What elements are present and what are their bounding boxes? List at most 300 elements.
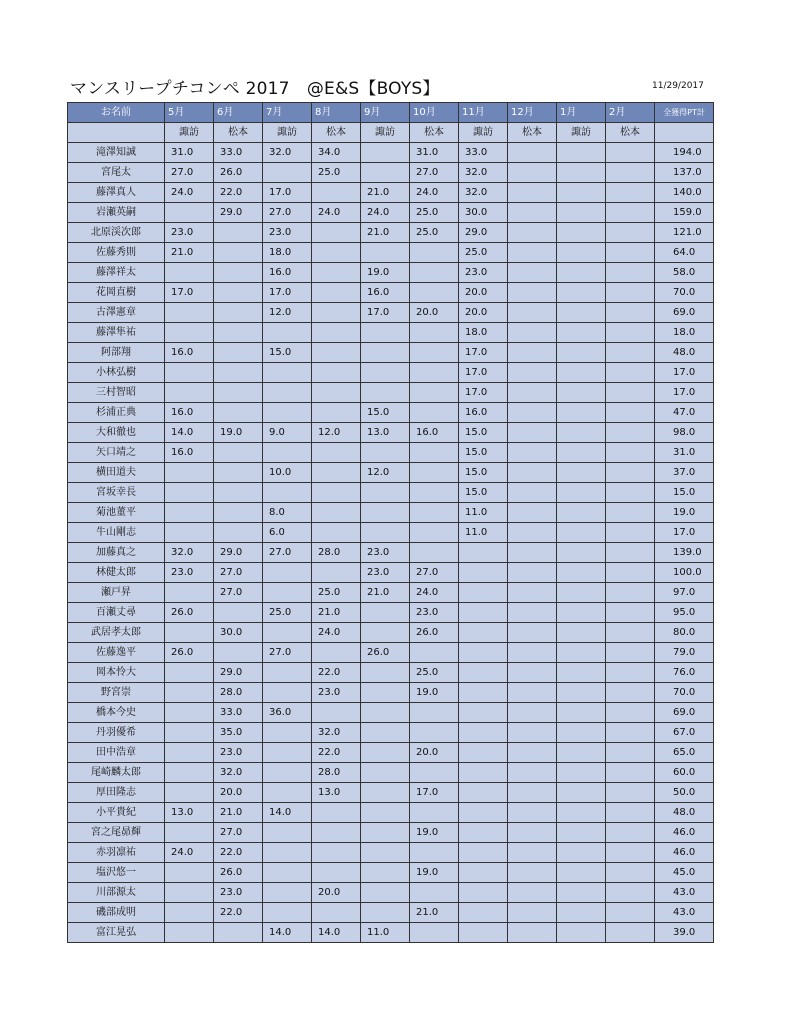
score-cell [508, 763, 557, 783]
score-cell [557, 223, 606, 243]
venue-blank [655, 123, 714, 143]
score-cell: 14.0 [165, 423, 214, 443]
score-cell [508, 183, 557, 203]
score-cell [410, 463, 459, 483]
score-cell [557, 403, 606, 423]
score-cell [557, 843, 606, 863]
score-cell [165, 903, 214, 923]
player-name: 尾崎麟太郎 [68, 763, 165, 783]
player-name: 北原渓次郎 [68, 223, 165, 243]
score-cell [165, 503, 214, 523]
score-cell: 21.0 [165, 243, 214, 263]
score-cell [557, 323, 606, 343]
score-cell [361, 703, 410, 723]
player-name: 杉浦正典 [68, 403, 165, 423]
score-cell: 22.0 [214, 903, 263, 923]
player-name: 藤澤祥太 [68, 263, 165, 283]
score-cell: 15.0 [263, 343, 312, 363]
total-cell: 43.0 [655, 903, 714, 923]
total-cell: 69.0 [655, 303, 714, 323]
score-cell: 28.0 [214, 683, 263, 703]
table-row [68, 923, 714, 943]
score-cell: 32.0 [459, 163, 508, 183]
player-name: 小林弘樹 [68, 363, 165, 383]
score-cell [165, 263, 214, 283]
table-row [68, 403, 714, 423]
score-cell [508, 463, 557, 483]
score-cell [508, 663, 557, 683]
score-cell [508, 783, 557, 803]
score-cell [214, 383, 263, 403]
page-title: マンスリープチコンペ 2017 @E&S【BOYS】 [70, 79, 440, 99]
score-cell [410, 503, 459, 523]
venue-cell: 諏訪 [557, 123, 606, 143]
score-cell [606, 283, 655, 303]
score-cell [459, 623, 508, 643]
score-cell [557, 643, 606, 663]
score-cell [361, 323, 410, 343]
score-cell [508, 923, 557, 943]
score-cell [312, 703, 361, 723]
player-name: 小平貴紀 [68, 803, 165, 823]
score-cell [508, 283, 557, 303]
score-cell [508, 423, 557, 443]
total-cell: 37.0 [655, 463, 714, 483]
score-cell: 23.0 [214, 743, 263, 763]
score-cell: 25.0 [312, 163, 361, 183]
score-cell: 13.0 [361, 423, 410, 443]
total-cell: 17.0 [655, 383, 714, 403]
score-cell [410, 883, 459, 903]
score-cell: 15.0 [361, 403, 410, 423]
score-cell [263, 903, 312, 923]
score-cell [263, 443, 312, 463]
score-cell: 8.0 [263, 503, 312, 523]
table-row [68, 723, 714, 743]
score-cell [312, 843, 361, 863]
score-cell [263, 843, 312, 863]
score-cell: 21.0 [312, 603, 361, 623]
score-cell [459, 823, 508, 843]
score-cell [361, 863, 410, 883]
score-cell [214, 443, 263, 463]
player-name: 岡本怜大 [68, 663, 165, 683]
score-cell: 20.0 [214, 783, 263, 803]
score-cell [361, 763, 410, 783]
score-cell: 26.0 [165, 603, 214, 623]
player-name: 阿部翔 [68, 343, 165, 363]
total-cell: 58.0 [655, 263, 714, 283]
score-cell [606, 563, 655, 583]
score-cell [557, 923, 606, 943]
score-cell [410, 703, 459, 723]
score-cell: 33.0 [214, 143, 263, 163]
score-cell [557, 483, 606, 503]
score-cell [263, 863, 312, 883]
total-cell: 65.0 [655, 743, 714, 763]
header-month: 6月 [214, 103, 263, 123]
score-cell [263, 883, 312, 903]
score-cell: 25.0 [312, 583, 361, 603]
score-cell: 35.0 [214, 723, 263, 743]
score-cell [410, 763, 459, 783]
header-name: お名前 [68, 103, 165, 123]
score-cell [263, 783, 312, 803]
table-row [68, 863, 714, 883]
score-cell: 27.0 [214, 583, 263, 603]
score-cell [410, 523, 459, 543]
player-name: 滝澤知誠 [68, 143, 165, 163]
score-cell [263, 563, 312, 583]
score-cell [312, 303, 361, 323]
header-total: 全獲得PT計 [655, 103, 714, 123]
score-cell [312, 343, 361, 363]
score-cell [508, 383, 557, 403]
score-cell [263, 323, 312, 343]
player-name: 瀬戸昇 [68, 583, 165, 603]
player-name: 宮坂幸長 [68, 483, 165, 503]
score-cell [263, 163, 312, 183]
score-cell: 24.0 [165, 843, 214, 863]
score-cell [606, 443, 655, 463]
venue-cell: 諏訪 [361, 123, 410, 143]
header-month: 11月 [459, 103, 508, 123]
table-row [68, 903, 714, 923]
score-cell: 32.0 [263, 143, 312, 163]
score-cell [361, 603, 410, 623]
score-cell [361, 363, 410, 383]
score-cell: 31.0 [165, 143, 214, 163]
score-cell: 22.0 [312, 743, 361, 763]
score-cell [508, 303, 557, 323]
score-cell [606, 583, 655, 603]
score-cell: 23.0 [410, 603, 459, 623]
player-name: 三村智昭 [68, 383, 165, 403]
score-cell [606, 223, 655, 243]
score-cell [410, 643, 459, 663]
score-cell [165, 203, 214, 223]
score-cell [410, 443, 459, 463]
player-name: 厚田隆志 [68, 783, 165, 803]
score-cell [165, 823, 214, 843]
score-cell [361, 383, 410, 403]
score-cell [508, 823, 557, 843]
score-cell [459, 683, 508, 703]
score-cell [165, 663, 214, 683]
score-cell [508, 203, 557, 223]
player-name: 岩瀬英嗣 [68, 203, 165, 223]
score-cell: 24.0 [312, 623, 361, 643]
score-cell: 17.0 [459, 343, 508, 363]
total-cell: 121.0 [655, 223, 714, 243]
score-cell: 23.0 [263, 223, 312, 243]
score-cell [410, 363, 459, 383]
score-cell: 16.0 [165, 443, 214, 463]
score-cell: 27.0 [214, 823, 263, 843]
score-cell: 11.0 [361, 923, 410, 943]
player-name: 矢口靖之 [68, 443, 165, 463]
score-cell [557, 783, 606, 803]
date-label: 11/29/2017 [652, 81, 704, 91]
score-cell [557, 303, 606, 323]
score-cell [508, 583, 557, 603]
score-cell [508, 443, 557, 463]
score-cell [606, 743, 655, 763]
score-cell [165, 483, 214, 503]
score-cell [508, 163, 557, 183]
score-cell [508, 523, 557, 543]
table-row [68, 243, 714, 263]
score-cell [606, 183, 655, 203]
total-cell: 48.0 [655, 343, 714, 363]
score-cell [508, 863, 557, 883]
score-cell: 18.0 [459, 323, 508, 343]
score-cell [508, 883, 557, 903]
score-cell [361, 523, 410, 543]
score-cell: 29.0 [214, 543, 263, 563]
score-cell [361, 903, 410, 923]
score-cell [557, 623, 606, 643]
score-cell [312, 363, 361, 383]
total-cell: 67.0 [655, 723, 714, 743]
score-cell [165, 743, 214, 763]
score-cell [606, 803, 655, 823]
score-cell [263, 663, 312, 683]
score-cell: 31.0 [410, 143, 459, 163]
score-cell [606, 243, 655, 263]
table-row [68, 543, 714, 563]
score-cell [410, 343, 459, 363]
player-name: 横田道夫 [68, 463, 165, 483]
player-name: 藤澤真人 [68, 183, 165, 203]
score-cell [606, 323, 655, 343]
score-cell [508, 143, 557, 163]
score-cell [606, 683, 655, 703]
score-cell [606, 543, 655, 563]
player-name: 百瀬丈尋 [68, 603, 165, 623]
score-cell [606, 663, 655, 683]
player-name: 古澤憲章 [68, 303, 165, 323]
total-cell: 39.0 [655, 923, 714, 943]
score-cell: 16.0 [165, 343, 214, 363]
score-cell [214, 303, 263, 323]
player-name: 藤澤隼祐 [68, 323, 165, 343]
score-cell: 9.0 [263, 423, 312, 443]
score-cell [557, 663, 606, 683]
score-cell: 32.0 [165, 543, 214, 563]
score-cell [557, 903, 606, 923]
table-row [68, 143, 714, 163]
score-cell [557, 603, 606, 623]
score-cell [508, 903, 557, 923]
score-cell [165, 863, 214, 883]
table-row [68, 683, 714, 703]
score-cell [557, 823, 606, 843]
score-cell [606, 843, 655, 863]
score-cell [459, 663, 508, 683]
score-cell: 27.0 [263, 643, 312, 663]
header-month: 10月 [410, 103, 459, 123]
score-cell [606, 303, 655, 323]
total-cell: 19.0 [655, 503, 714, 523]
score-cell: 19.0 [410, 863, 459, 883]
score-cell [508, 483, 557, 503]
score-cell [361, 823, 410, 843]
score-cell [165, 683, 214, 703]
score-cell [459, 863, 508, 883]
score-cell [459, 703, 508, 723]
score-cell: 15.0 [459, 423, 508, 443]
score-cell [557, 143, 606, 163]
table-row [68, 223, 714, 243]
player-name: 武居孝太郎 [68, 623, 165, 643]
score-cell [606, 643, 655, 663]
score-cell [410, 723, 459, 743]
score-cell: 27.0 [263, 203, 312, 223]
score-cell: 13.0 [312, 783, 361, 803]
score-cell [361, 623, 410, 643]
score-cell: 27.0 [165, 163, 214, 183]
player-name: 川部源太 [68, 883, 165, 903]
total-cell: 80.0 [655, 623, 714, 643]
score-cell: 24.0 [410, 583, 459, 603]
player-name: 大和徹也 [68, 423, 165, 443]
score-cell [165, 883, 214, 903]
header-month: 7月 [263, 103, 312, 123]
score-cell [459, 723, 508, 743]
header-month: 8月 [312, 103, 361, 123]
score-cell [459, 543, 508, 563]
header-month: 9月 [361, 103, 410, 123]
score-cell [459, 803, 508, 823]
venue-cell: 諏訪 [263, 123, 312, 143]
score-cell [508, 243, 557, 263]
score-cell: 21.0 [410, 903, 459, 923]
score-cell: 24.0 [361, 203, 410, 223]
score-cell [508, 543, 557, 563]
score-cell: 21.0 [361, 223, 410, 243]
player-name: 牛山剛志 [68, 523, 165, 543]
total-cell: 46.0 [655, 843, 714, 863]
score-cell [312, 323, 361, 343]
total-cell: 95.0 [655, 603, 714, 623]
score-cell [557, 283, 606, 303]
score-cell [606, 463, 655, 483]
score-cell [214, 503, 263, 523]
table-row [68, 563, 714, 583]
score-cell: 17.0 [459, 383, 508, 403]
score-cell: 23.0 [214, 883, 263, 903]
player-name: 赤羽凛祐 [68, 843, 165, 863]
score-cell [214, 363, 263, 383]
score-cell: 32.0 [459, 183, 508, 203]
score-cell: 23.0 [459, 263, 508, 283]
score-cell [312, 243, 361, 263]
score-cell [459, 923, 508, 943]
score-cell: 29.0 [459, 223, 508, 243]
score-cell [214, 403, 263, 423]
score-cell [459, 743, 508, 763]
score-cell [361, 683, 410, 703]
score-cell: 25.0 [410, 203, 459, 223]
score-cell [459, 883, 508, 903]
score-cell [263, 723, 312, 743]
score-cell [361, 503, 410, 523]
score-cell [214, 263, 263, 283]
score-cell: 24.0 [410, 183, 459, 203]
score-cell: 27.0 [410, 163, 459, 183]
score-cell: 28.0 [312, 543, 361, 563]
score-cell [410, 243, 459, 263]
score-cell [459, 583, 508, 603]
score-cell: 20.0 [312, 883, 361, 903]
score-cell [557, 543, 606, 563]
table-row [68, 623, 714, 643]
venue-cell: 松本 [312, 123, 361, 143]
table-row [68, 743, 714, 763]
score-cell [165, 703, 214, 723]
total-cell: 76.0 [655, 663, 714, 683]
score-cell [557, 363, 606, 383]
total-cell: 64.0 [655, 243, 714, 263]
score-cell: 16.0 [165, 403, 214, 423]
player-name: 宮之尾昴輝 [68, 823, 165, 843]
score-cell: 33.0 [459, 143, 508, 163]
score-cell [508, 623, 557, 643]
score-cell: 17.0 [410, 783, 459, 803]
score-cell [361, 343, 410, 363]
score-cell: 22.0 [312, 663, 361, 683]
table-row [68, 343, 714, 363]
player-name: 花岡直樹 [68, 283, 165, 303]
score-cell: 36.0 [263, 703, 312, 723]
score-cell [263, 683, 312, 703]
score-cell [606, 383, 655, 403]
score-cell [165, 363, 214, 383]
total-cell: 60.0 [655, 763, 714, 783]
score-cell: 24.0 [165, 183, 214, 203]
score-cell: 6.0 [263, 523, 312, 543]
score-cell [312, 223, 361, 243]
score-cell [606, 403, 655, 423]
total-cell: 98.0 [655, 423, 714, 443]
score-cell [410, 403, 459, 423]
score-cell [263, 483, 312, 503]
table-row [68, 503, 714, 523]
score-cell [606, 863, 655, 883]
score-cell [361, 663, 410, 683]
score-cell [557, 183, 606, 203]
total-cell: 79.0 [655, 643, 714, 663]
venue-cell: 諏訪 [165, 123, 214, 143]
table-row [68, 703, 714, 723]
score-cell [312, 403, 361, 423]
total-cell: 139.0 [655, 543, 714, 563]
score-cell [214, 243, 263, 263]
score-cell [165, 383, 214, 403]
score-cell [361, 783, 410, 803]
score-cell [410, 843, 459, 863]
score-cell [557, 163, 606, 183]
score-cell [508, 323, 557, 343]
score-cell [508, 363, 557, 383]
score-cell [557, 203, 606, 223]
score-cell [508, 343, 557, 363]
player-name: 丹羽優希 [68, 723, 165, 743]
score-cell [214, 323, 263, 343]
score-cell [214, 463, 263, 483]
score-cell [508, 683, 557, 703]
